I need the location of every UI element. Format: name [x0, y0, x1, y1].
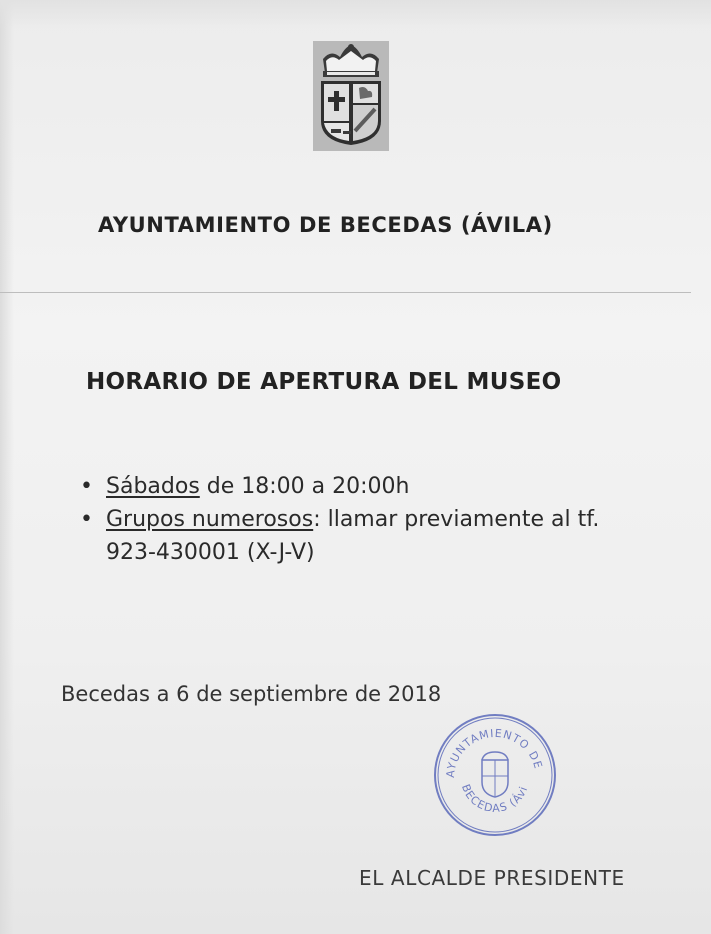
- municipality-title: AYUNTAMIENTO DE BECEDAS (ÁVILA): [98, 213, 553, 237]
- page-shadow-top: [0, 0, 711, 28]
- schedule-hours: de 18:00 a 20:00h: [199, 474, 410, 499]
- phone-number: 923-430001 (X-J-V): [106, 540, 315, 565]
- group-visits-label: Grupos numerosos: [106, 507, 314, 532]
- date-line: Becedas a 6 de septiembre de 2018: [61, 682, 442, 706]
- official-seal-stamp: [432, 712, 558, 838]
- bullet-icon: •: [80, 474, 93, 499]
- svg-text:BECEDAS (Ávila): BECEDAS (Ávi: [458, 782, 531, 815]
- schedule-list: [78, 470, 698, 569]
- list-item: [78, 470, 698, 503]
- notice-title: HORARIO DE APERTURA DEL MUSEO: [86, 369, 562, 395]
- svg-text:AYUNTAMIENTO DE: AYUNTAMIENTO DE: [443, 726, 545, 779]
- list-item: [78, 503, 698, 569]
- schedule-day-label: Sábados: [106, 474, 200, 499]
- coat-of-arms-icon: [313, 41, 389, 151]
- page-shadow: [0, 0, 14, 934]
- bullet-icon: •: [80, 507, 93, 532]
- horizontal-divider: [0, 292, 691, 293]
- group-visits-instructions: : llamar previamente al tf.: [313, 507, 600, 532]
- signatory-title: EL ALCALDE PRESIDENTE: [359, 866, 625, 890]
